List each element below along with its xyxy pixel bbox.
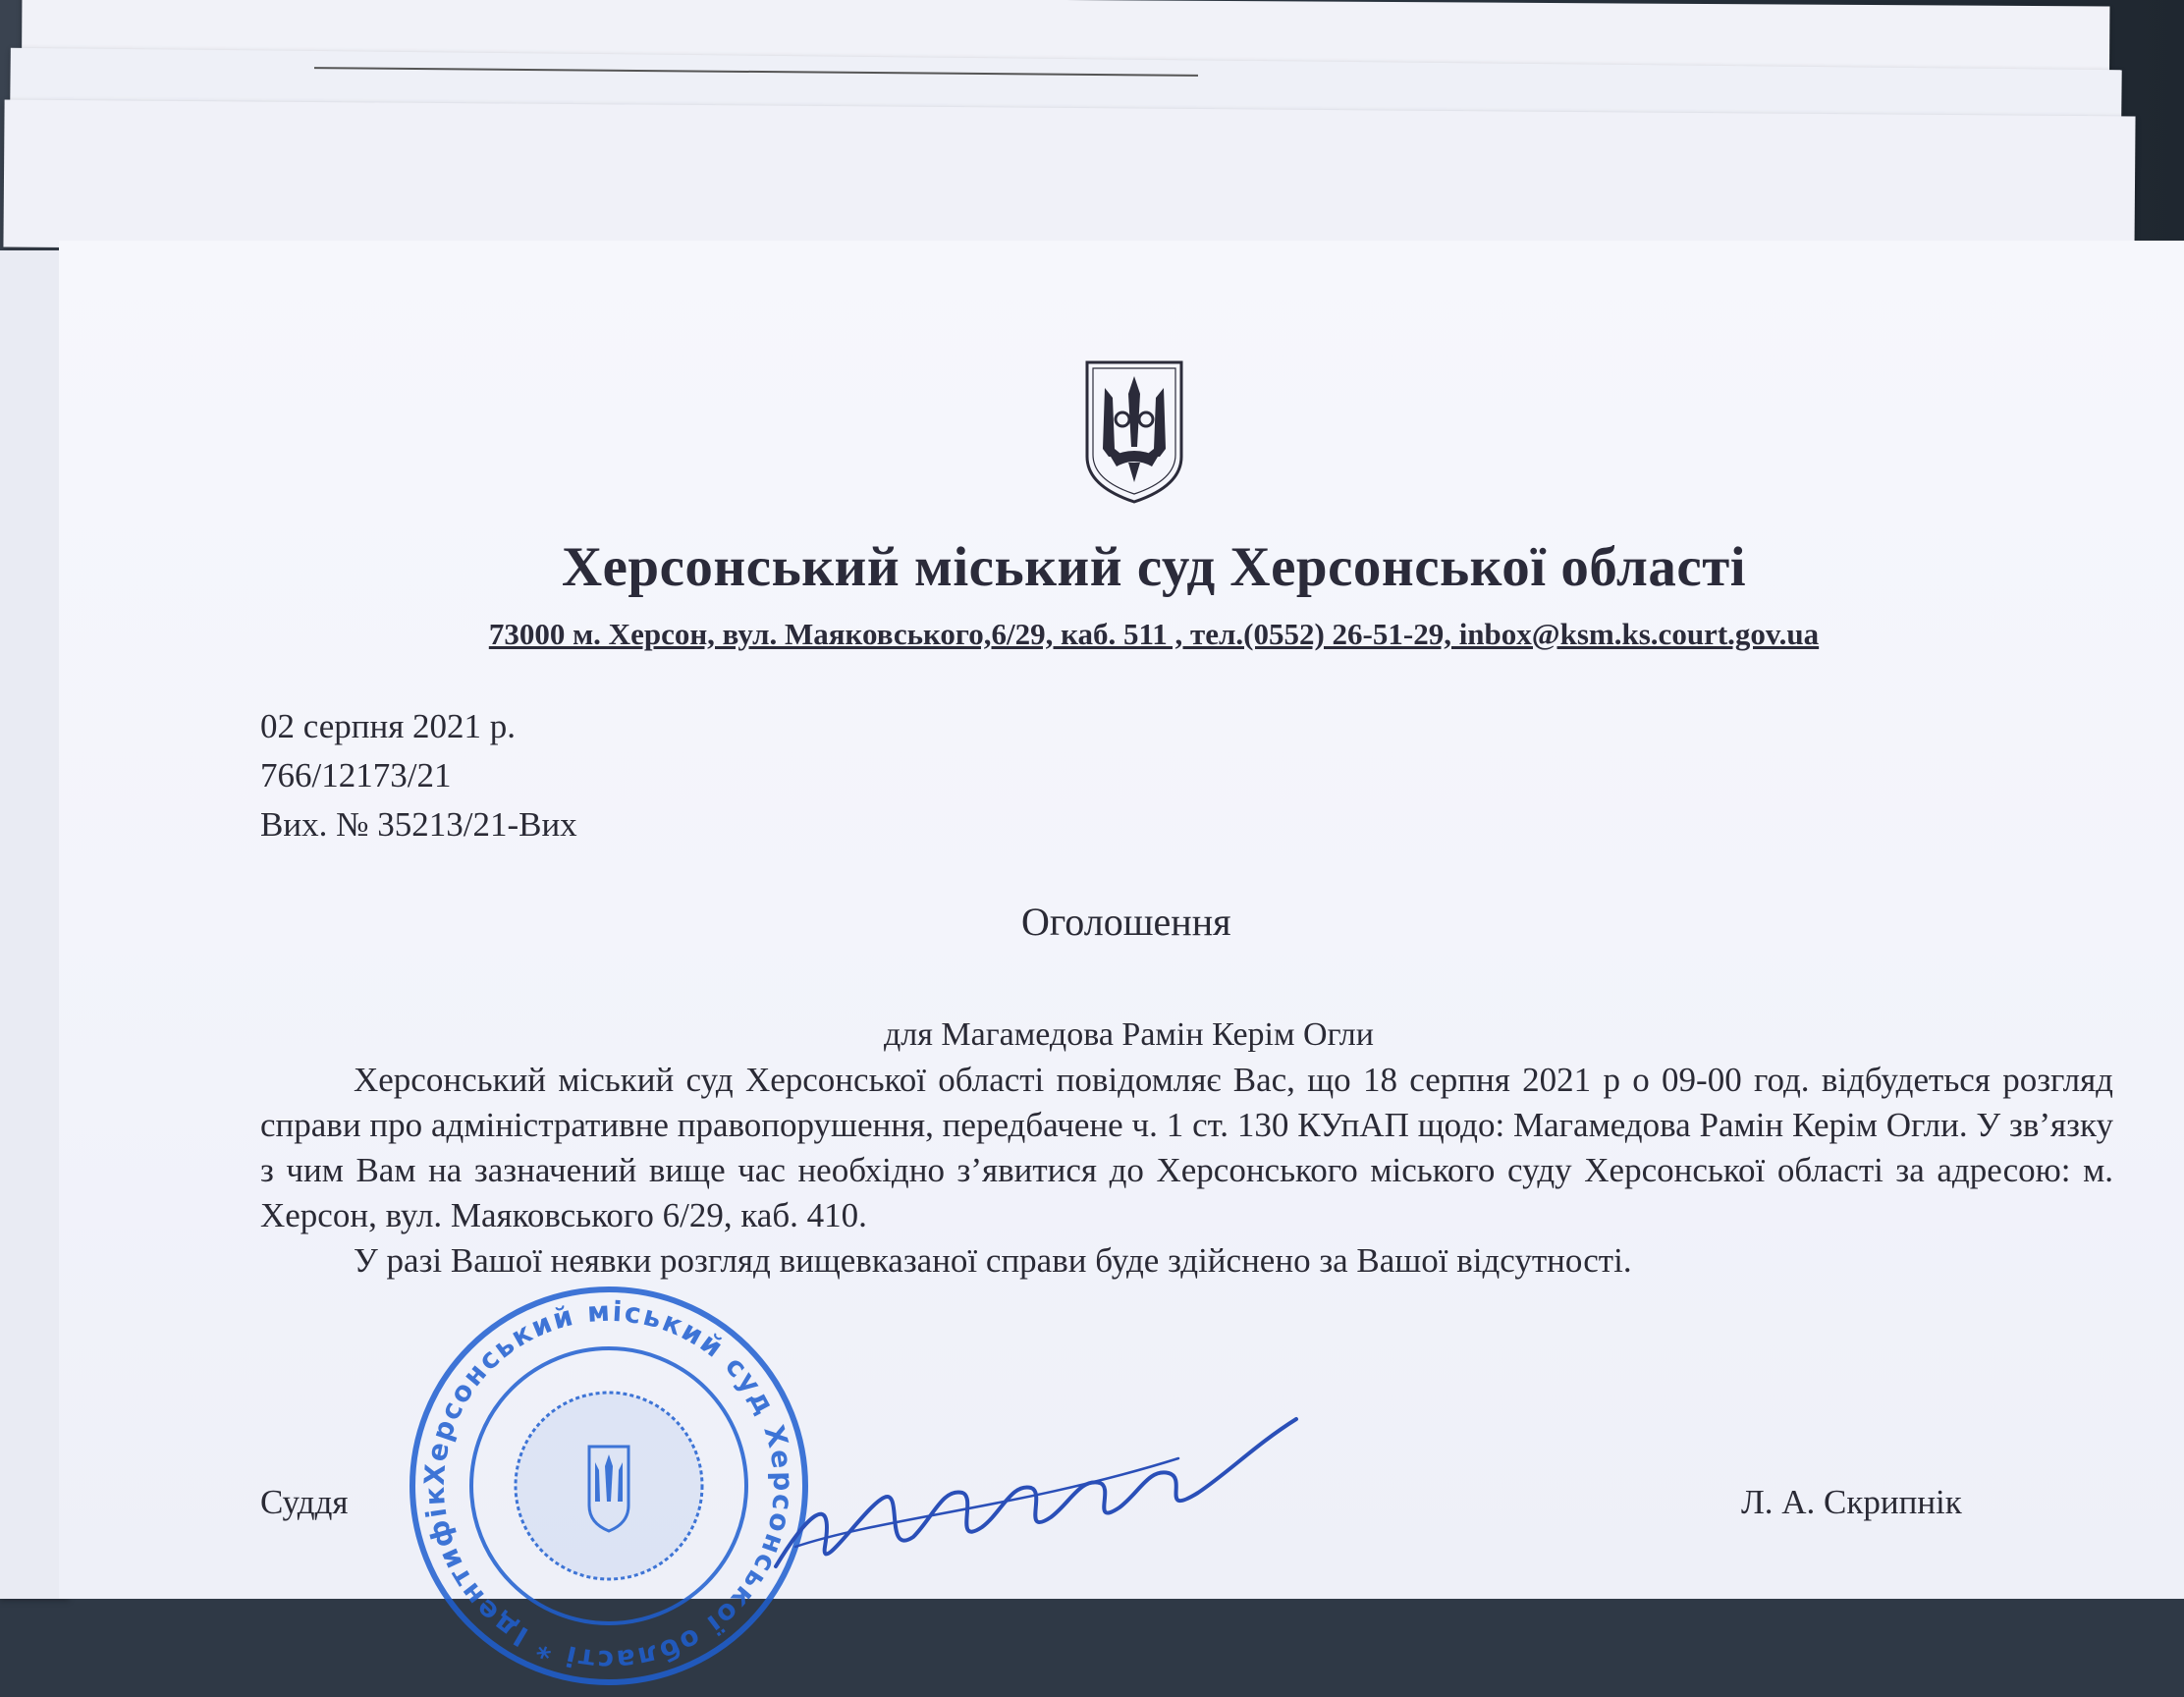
case-number: 766/12173/21 [260, 756, 452, 794]
announcement-body [260, 1058, 2113, 1284]
court-name-heading: Херсонський міський суд Херсонської області [561, 536, 1747, 598]
addressee-line: для Магамедова Рамін Керім Огли [884, 1016, 1374, 1053]
court-seal-stamp [403, 1280, 815, 1692]
svg-text:Херсонський міський суд Херсон: Херсонський міський суд Херсонської області * Ідентифік [417, 1294, 800, 1677]
outgoing-number: Вих. № 35213/21-Вих [260, 805, 577, 844]
body-paragraph: У разі Вашої неявки розгляд вищевказаної справи буде здійснено за Вашої відсутності. [354, 1241, 1632, 1280]
coat-of-arms-icon [1083, 358, 1185, 506]
judge-name: Л. А. Скрипнік [1741, 1483, 1962, 1521]
document-meta [260, 702, 577, 849]
court-notice-page [59, 241, 2184, 1677]
court-address-line: 73000 м. Херсон, вул. Маяковського,6/29, каб. 511 , тел.(0552) 26-51-29, inbox@ksm.ks.court.gov.ua [488, 617, 1820, 651]
announcement-title: Оголошення [1021, 900, 1231, 944]
judge-label: Суддя [260, 1483, 349, 1521]
judge-signature [766, 1399, 1316, 1596]
body-paragraph: Херсонський міський суд Херсонської області повідомляє Вас, що 18 серпня 2021 р о 09-00 год. відбудеться розгляд справи про адміністративне правопорушення, передбачене ч. 1 ст. 130 КУпАП щодо: Магамедова Рамін Керім Огли. У зв’язку з чим Вам на зазначений вище час необхідно з’явитися до Херсонського міського суду Херсонської області за адресою: м. Херсон, вул. Маяковського 6/29, каб. 410. [260, 1061, 2113, 1234]
paper-sheet-back [3, 99, 2135, 263]
document-date: 02 серпня 2021 р. [260, 707, 517, 745]
